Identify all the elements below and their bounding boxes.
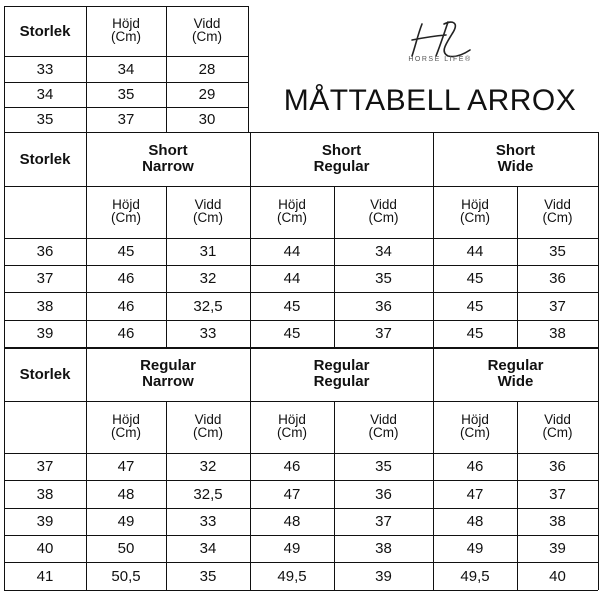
table-divider: [4, 347, 598, 349]
table-cell: 46: [117, 297, 135, 315]
small-size-header: Storlek: [19, 22, 71, 40]
small-width-header-line1: Vidd: [193, 16, 221, 32]
short_table-height-header-line2: (Cm): [460, 210, 490, 225]
table-cell: 47: [117, 458, 135, 475]
short_table-group-header-line1: Short: [148, 142, 188, 160]
table-cell: 35: [199, 567, 217, 585]
short_table-width-header: [517, 186, 598, 238]
regular_table-width-header-line2: (Cm): [368, 425, 399, 440]
regular_table-width-header-line1: Vidd: [194, 412, 222, 428]
short_table-width-header-line2: (Cm): [193, 210, 223, 225]
table-cell: 39: [36, 325, 54, 342]
table-grid-line: [598, 132, 599, 347]
table-cell: 49: [283, 540, 301, 557]
regular_table-group-header: [433, 347, 598, 401]
table-cell: 46: [283, 458, 301, 475]
table-cell: 34: [117, 60, 135, 78]
short_table-group-header-line2: Wide: [497, 158, 534, 175]
table-cell: 36: [549, 270, 566, 287]
table-cell: 50: [117, 540, 135, 557]
table-cell: 45: [466, 325, 484, 342]
table-cell: 36: [549, 458, 566, 475]
table-cell: 38: [375, 540, 392, 557]
table-cell: 45: [466, 270, 484, 287]
table-cell: 47: [283, 485, 301, 503]
table-cell: 37: [375, 325, 392, 342]
small-width-header-line2: (Cm): [192, 29, 222, 44]
short_table-group-header-line1: Short: [321, 142, 362, 160]
table-cell: 35: [36, 111, 54, 128]
short_table-group-header-line2: Narrow: [142, 158, 194, 175]
small-height-header: [86, 6, 166, 56]
table-grid-line: [598, 347, 599, 590]
table-cell: 38: [36, 485, 54, 503]
table-cell: 45: [283, 325, 301, 342]
regular_table-group-header-line1: Regular: [313, 357, 370, 375]
table-cell: 49,5: [277, 567, 307, 585]
regular_table-height-header-line2: (Cm): [111, 425, 141, 440]
table-cell: 40: [549, 567, 566, 585]
small-width-header: [166, 6, 248, 56]
table-cell: 36: [375, 485, 392, 503]
regular_table-height-header-line1: Höjd: [461, 412, 489, 428]
table-cell: 34: [36, 86, 54, 103]
short_table-height-header-line1: Höjd: [112, 197, 140, 213]
table-cell: 41: [36, 567, 54, 585]
table-cell: 37: [36, 270, 54, 287]
table-cell: 48: [466, 513, 484, 530]
table-cell: 38: [549, 325, 566, 342]
horse-life-logo: [360, 10, 520, 74]
table-cell: 47: [466, 485, 484, 503]
table-grid-line: [4, 590, 598, 591]
table-cell: 39: [36, 513, 54, 530]
table-cell: 36: [375, 297, 392, 315]
short_table-width-header-line2: (Cm): [368, 210, 399, 225]
table-cell: 46: [466, 458, 484, 475]
regular_table-height-header-line2: (Cm): [277, 425, 307, 440]
regular_table-size-header: Storlek: [19, 365, 71, 383]
table-cell: 32,5: [193, 485, 223, 503]
short_table-height-header-line1: Höjd: [278, 197, 306, 213]
table-cell: 48: [117, 485, 135, 503]
table-cell: 50,5: [111, 567, 141, 585]
table-cell: 37: [117, 111, 135, 128]
table-cell: 29: [198, 86, 216, 103]
short_table-group-header-line1: Short: [495, 142, 536, 160]
table-cell: 49,5: [460, 567, 490, 585]
table-cell: 44: [466, 243, 484, 260]
regular_table-height-header: [250, 401, 334, 453]
short_table-size-header: Storlek: [19, 150, 71, 168]
page-title: MÅTTABELL ARROX: [283, 84, 577, 117]
regular_table-height-header-line1: Höjd: [112, 412, 140, 428]
regular_table-width-header-line2: (Cm): [542, 425, 573, 440]
table-cell: 45: [466, 297, 484, 315]
short_table-height-header: [86, 186, 166, 238]
short_table-width-header-line1: Vidd: [544, 197, 571, 213]
regular_table-group-header-line2: Wide: [497, 373, 534, 390]
short_table-width-header-line1: Vidd: [194, 197, 222, 213]
table-cell: 37: [549, 297, 566, 315]
table-cell: 30: [198, 111, 216, 128]
table-cell: 37: [36, 458, 54, 475]
short_table-height-header: [250, 186, 334, 238]
short_table-height-header-line2: (Cm): [277, 210, 307, 225]
regular_table-group-header-line2: Regular: [313, 373, 370, 390]
table-grid-line: [248, 6, 249, 132]
short_table-group-header-line2: Regular: [313, 158, 370, 175]
table-cell: 33: [36, 60, 54, 78]
table-cell: 45: [283, 297, 301, 315]
regular_table-height-header-line2: (Cm): [460, 425, 490, 440]
short_table-height-header: [433, 186, 517, 238]
table-cell: 35: [117, 86, 135, 103]
table-cell: 35: [375, 458, 392, 475]
table-cell: 37: [375, 513, 392, 530]
short_table-width-header: [166, 186, 250, 238]
table-cell: 40: [36, 540, 54, 557]
table-cell: 32,5: [193, 297, 223, 315]
regular_table-width-header-line1: Vidd: [370, 412, 397, 428]
table-cell: 35: [549, 243, 566, 260]
table-cell: 36: [36, 243, 54, 260]
table-cell: 46: [117, 270, 135, 287]
table-cell: 37: [549, 485, 566, 503]
regular_table-group-header: [250, 347, 433, 401]
table-cell: 32: [199, 270, 217, 287]
short_table-height-header-line2: (Cm): [111, 210, 141, 225]
regular_table-width-header-line2: (Cm): [193, 425, 223, 440]
table-cell: 38: [549, 513, 566, 530]
short_table-width-header: [334, 186, 433, 238]
table-cell: 34: [199, 540, 217, 557]
table-cell: 49: [117, 513, 135, 530]
small-height-header-line2: (Cm): [111, 29, 141, 44]
table-cell: 32: [199, 458, 217, 475]
logo-brand-text: HORSE LIFE®: [408, 56, 472, 63]
regular_table-group-header-line1: Regular: [140, 357, 196, 375]
regular_table-width-header: [334, 401, 433, 453]
table-cell: 49: [466, 540, 484, 557]
regular_table-group-header-line1: Regular: [487, 357, 544, 375]
table-cell: 44: [283, 243, 301, 260]
table-cell: 31: [199, 243, 217, 260]
table-cell: 48: [283, 513, 301, 530]
short_table-height-header-line1: Höjd: [461, 197, 489, 213]
table-cell: 34: [375, 243, 392, 260]
table-cell: 35: [375, 270, 392, 287]
table-cell: 38: [36, 297, 54, 315]
regular_table-width-header-line1: Vidd: [544, 412, 571, 428]
regular_table-width-header: [517, 401, 598, 453]
table-cell: 33: [199, 325, 217, 342]
small-height-header-line1: Höjd: [112, 16, 140, 32]
table-cell: 28: [198, 60, 216, 78]
short_table-width-header-line1: Vidd: [370, 197, 397, 213]
table-cell: 39: [549, 540, 566, 557]
short_table-group-header: [433, 132, 598, 186]
regular_table-height-header: [433, 401, 517, 453]
table-cell: 33: [199, 513, 217, 530]
regular_table-group-header: [86, 347, 250, 401]
regular_table-width-header: [166, 401, 250, 453]
short_table-width-header-line2: (Cm): [542, 210, 573, 225]
table-cell: 39: [375, 567, 392, 585]
regular_table-height-header-line1: Höjd: [278, 412, 306, 428]
short_table-group-header: [86, 132, 250, 186]
regular_table-height-header: [86, 401, 166, 453]
short_table-group-header: [250, 132, 433, 186]
table-cell: 46: [117, 325, 135, 342]
regular_table-group-header-line2: Narrow: [142, 373, 194, 390]
table-cell: 45: [117, 243, 135, 260]
table-cell: 44: [283, 270, 301, 287]
